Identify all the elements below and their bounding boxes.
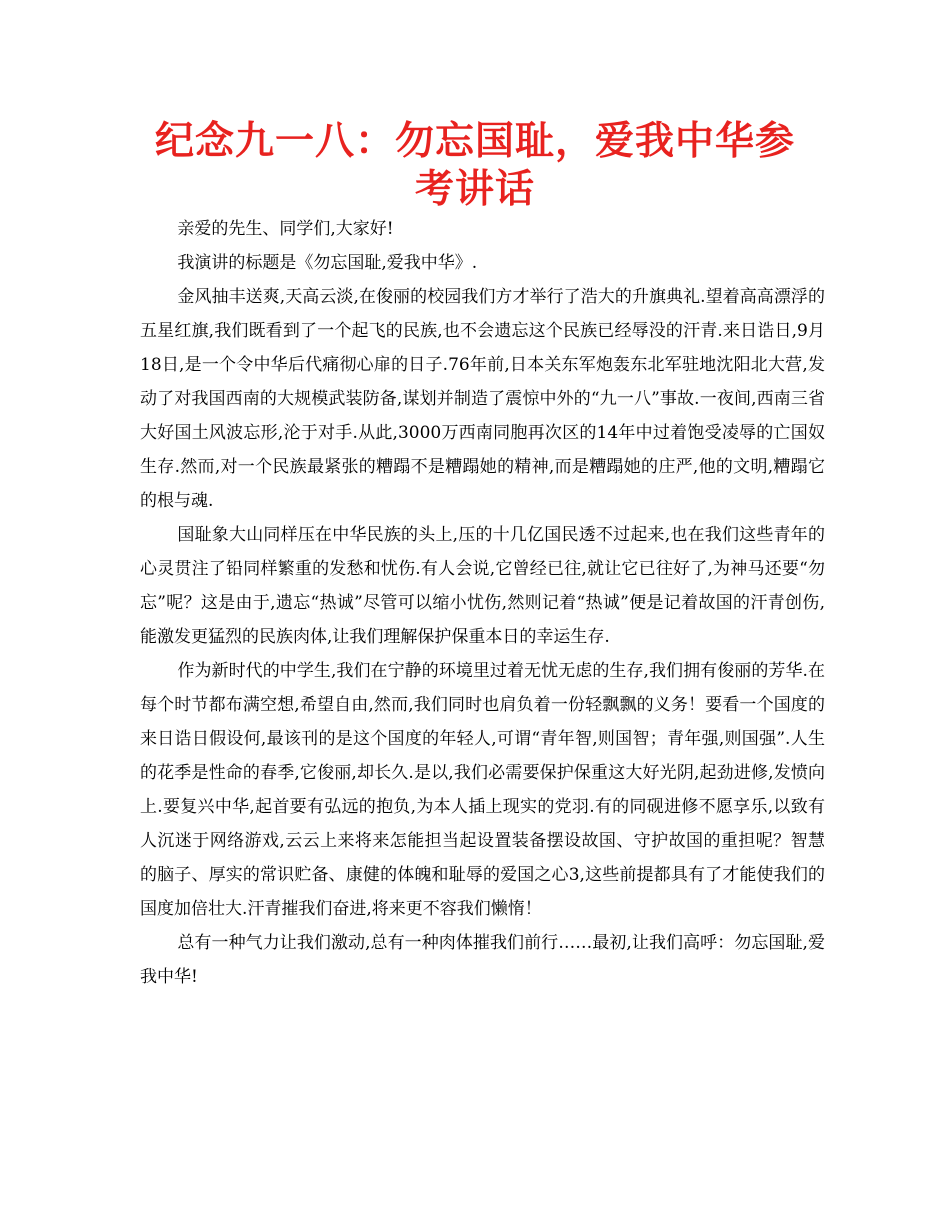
document-body bbox=[140, 212, 825, 994]
paragraph-history: 金风抽丰送爽,天高云淡,在俊丽的校园我们方才举行了浩大的升旗典礼.望着高高漂浮的五星红旗,我们既看到了一个起飞的民族,也不会遗忘这个民族已经辱没的汗青.来日诰日,9月18日,是一个令中华后代痛彻心扉的日子.76年前,日本关东军炮轰东北军驻地沈阳北大营,发动了对我国西南的大规模武装防备,谋划并制造了震惊中外的“九一八”事故.一夜间,西南三省大好国土风波忘形,沦于对手.从此,3000万西南同胞再次区的14年中过着饱受凌辱的亡国奴生存.然而,对一个民族最紧张的糟蹋不是糟蹋她的精神,而是糟蹋她的庄严,他的文明,糟蹋它的根与魂. bbox=[140, 287, 825, 511]
paragraph-closing: 总有一种气力让我们激动,总有一种肉体摧我们前行……最初,让我们高呼：勿忘国耻,爱我中华! bbox=[140, 933, 825, 987]
paragraph-youth: 作为新时代的中学生,我们在宁静的环境里过着无忧无虑的生存,我们拥有俊丽的芳华.在每个时节都布满空想,希望自由,然而,我们同时也肩负着一份轻飘飘的义务！要看一个国度的来日诰日假设何,最该刊的是这个国度的年轻人,可谓“青年智,则国智；青年强,则国强”.人生的花季是性命的春季,它俊丽,却长久.是以,我们必需要保护保重这大好光阴,起劲进修,发愤向上.要复兴中华,起首要有弘远的抱负,为本人插上现实的党羽.有的同砚进修不愿享乐,以致有人沉迷于网络游戏,云云上来将来怎能担当起设置装备摆设故国、守护故国的重担呢？智慧的脑子、厚实的常识贮备、康健的体魄和耻辱的爱国之心3,这些前提都具有了才能使我们的国度加倍壮大.汗青摧我们奋进,将来更不容我们懒惰！ bbox=[140, 661, 825, 919]
paragraph-remember: 国耻象大山同样压在中华民族的头上,压的十几亿国民透不过起来,也在我们这些青年的心灵贯注了铅同样繁重的发愁和忧伤.有人会说,它曾经已往,就让它已往好了,为神马还要“勿忘”呢？这是由于,遗忘“热诚”尽管可以缩小忧伤,然则记着“热诚”便是记着故国的汗青创伤,能激发更猛烈的民族肉体,让我们理解保护保重本日的幸运生存. bbox=[140, 525, 825, 647]
paragraph-topic: 我演讲的标题是《勿忘国耻,爱我中华》. bbox=[177, 253, 478, 273]
document-title: 纪念九一八：勿忘国耻，爱我中华参考讲话 bbox=[154, 119, 795, 212]
paragraph-greeting: 亲爱的先生、同学们,大家好! bbox=[177, 219, 394, 239]
